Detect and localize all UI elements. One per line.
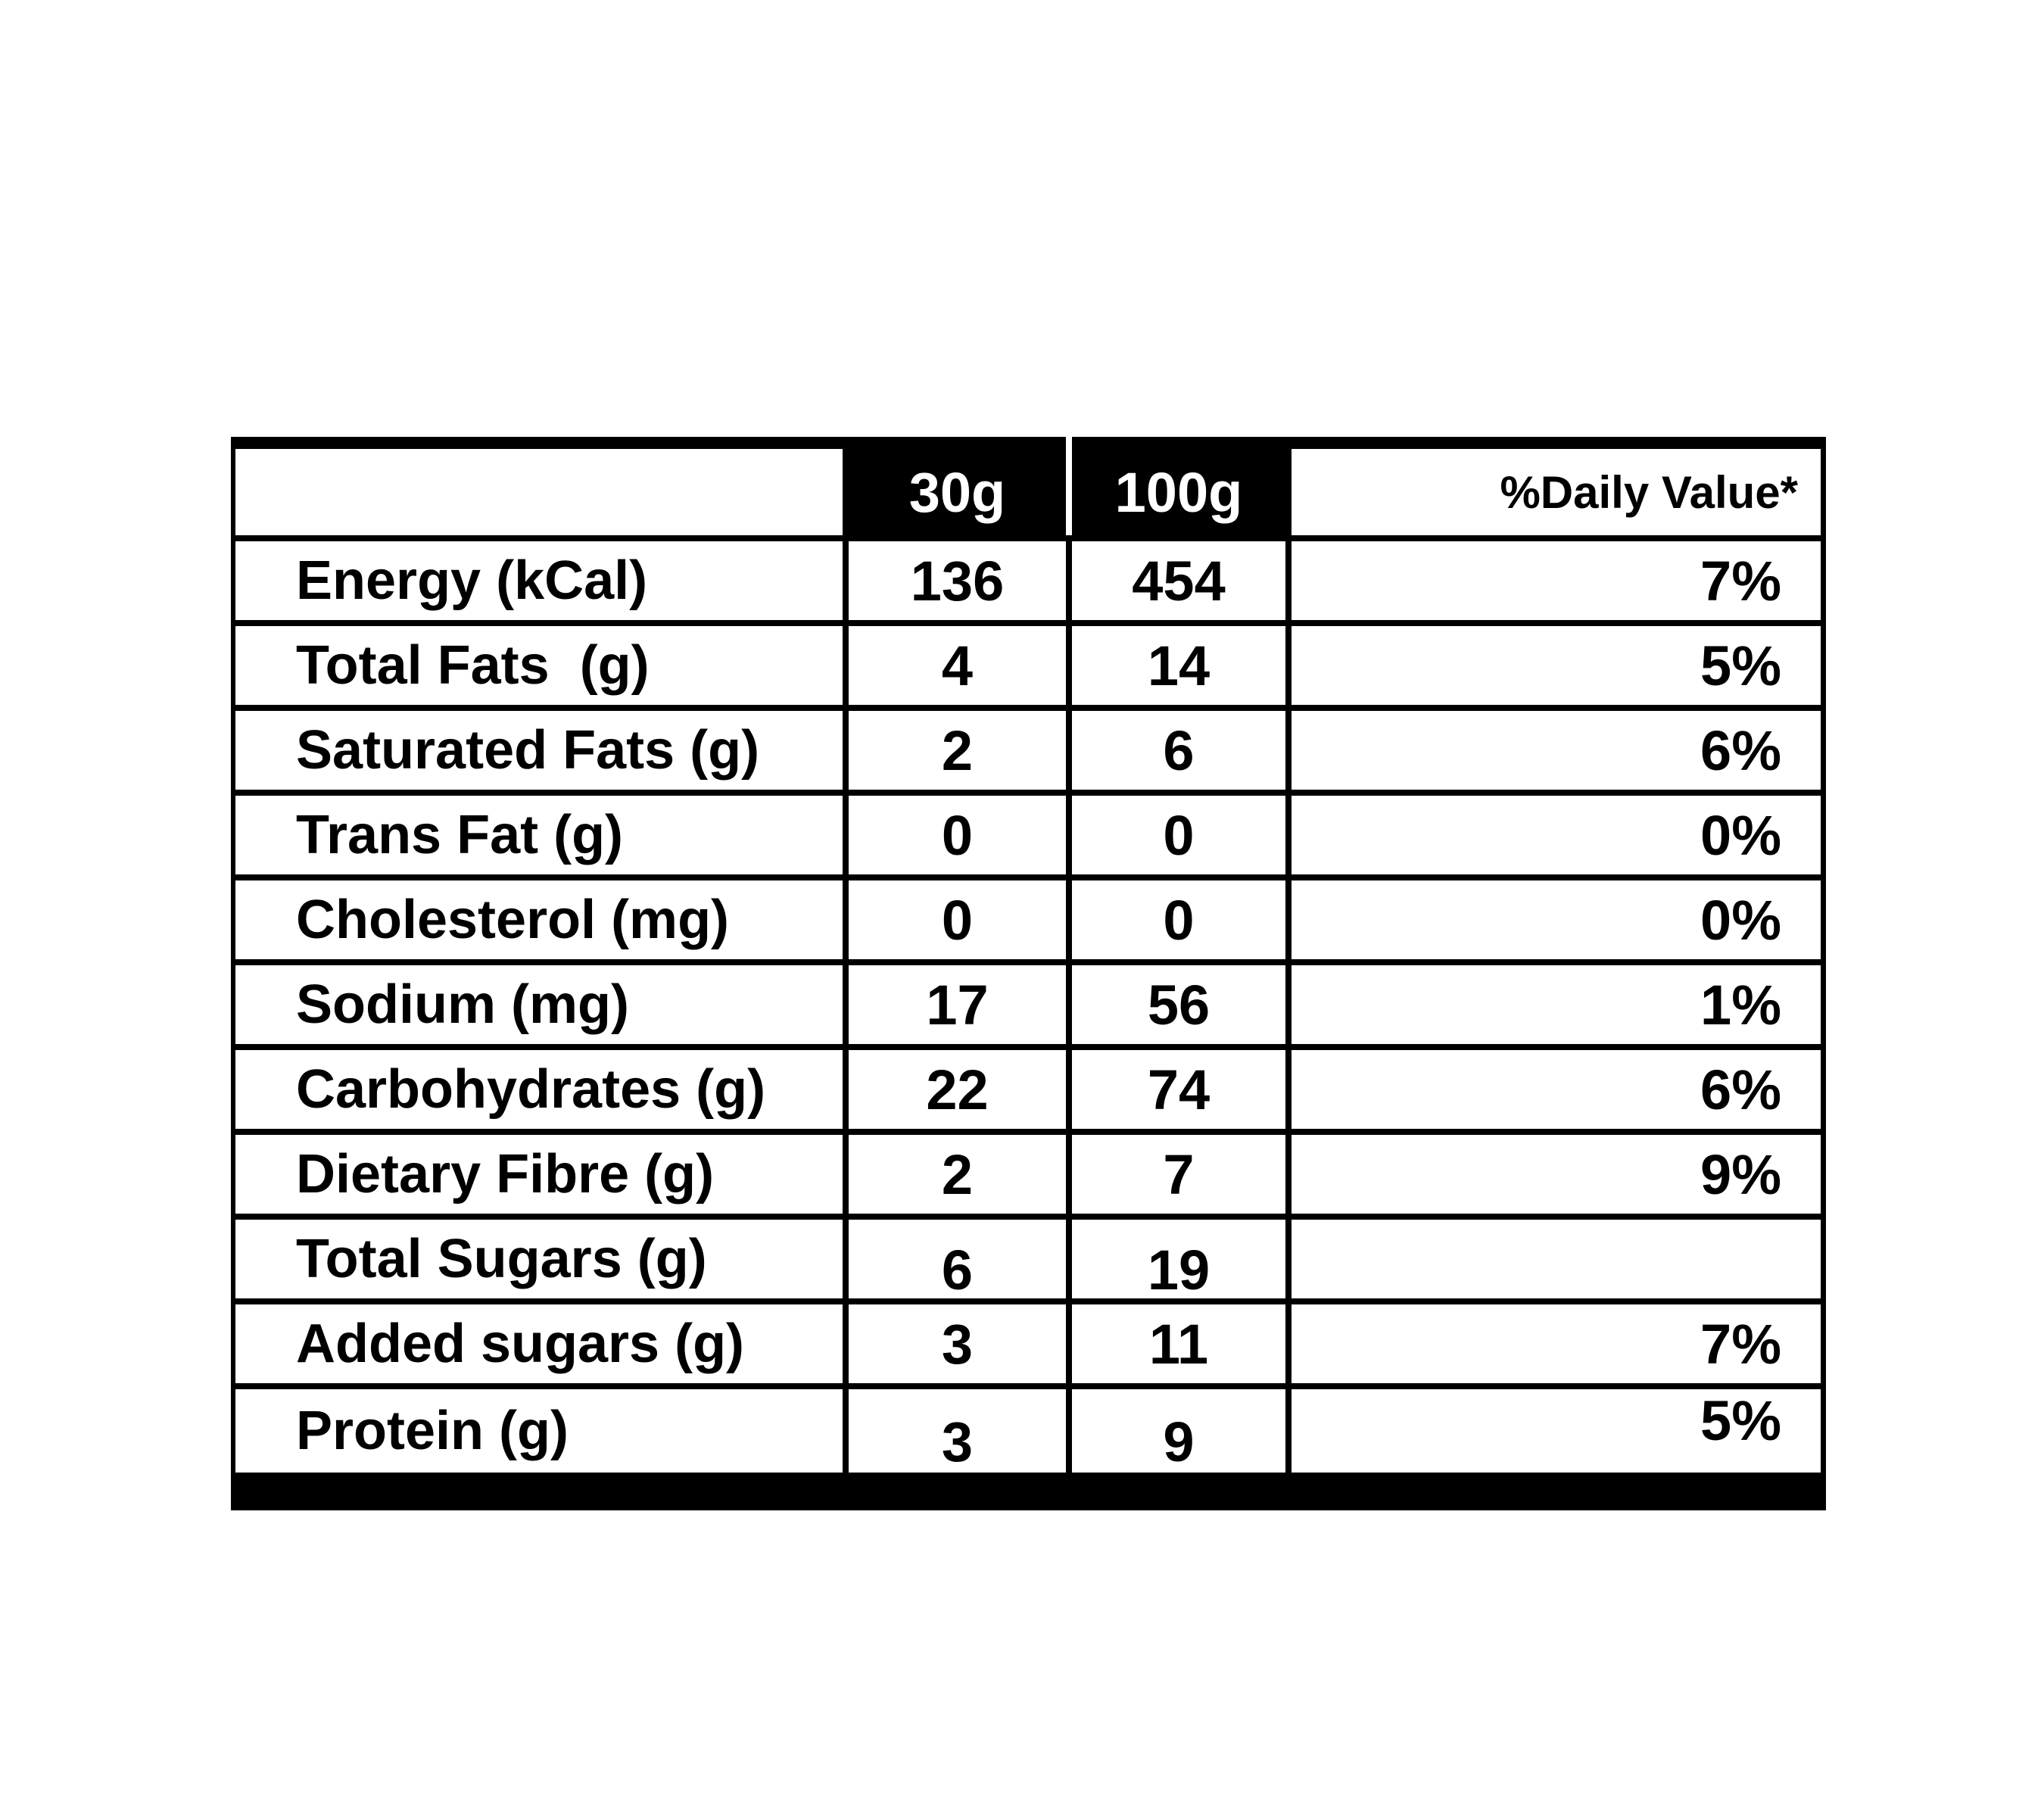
column-separator — [1066, 1389, 1072, 1473]
value-daily-percent: 9% — [1700, 1142, 1781, 1206]
table-row-carbohydrates — [235, 1050, 1821, 1135]
value-30g: 6 — [941, 1238, 974, 1301]
column-separator — [843, 880, 849, 959]
column-separator — [843, 1304, 849, 1383]
column-separator — [1066, 796, 1072, 874]
table-row-protein — [235, 1389, 1821, 1473]
column-separator — [843, 796, 849, 874]
table-row-total-fats — [235, 626, 1821, 711]
header-col-daily-value: %Daily Value* — [1292, 449, 1821, 535]
column-separator — [843, 1389, 849, 1473]
row-label: Energy (kCal) — [296, 550, 648, 611]
column-separator — [1066, 880, 1072, 959]
value-daily-percent: 0% — [1700, 888, 1781, 952]
row-label: Protein (g) — [296, 1401, 569, 1461]
value-100g: 19 — [1147, 1238, 1211, 1301]
row-label: Carbohydrates (g) — [296, 1059, 766, 1120]
column-separator — [1285, 711, 1292, 790]
column-separator — [843, 541, 849, 620]
column-separator — [1066, 1304, 1072, 1383]
row-label: Added sugars (g) — [296, 1314, 745, 1374]
column-separator — [1285, 626, 1292, 705]
value-30g: 0 — [941, 803, 974, 867]
column-separator — [1066, 626, 1072, 705]
table-row-sodium — [235, 965, 1821, 1050]
column-separator — [843, 449, 849, 535]
table-row-trans-fat — [235, 796, 1821, 880]
top-bar-segment — [235, 437, 843, 449]
column-separator — [843, 965, 849, 1044]
value-100g: 6 — [1163, 718, 1195, 782]
column-separator — [1285, 1135, 1292, 1214]
column-separator — [1285, 796, 1292, 874]
row-label: Cholesterol (mg) — [296, 890, 730, 950]
top-bar-segment — [1292, 437, 1821, 449]
column-separator — [1285, 1389, 1292, 1473]
header-white-gap — [1066, 437, 1072, 449]
table-row-total-sugars — [235, 1220, 1821, 1304]
value-daily-percent: 5% — [1700, 1388, 1781, 1452]
table-row-saturated-fats — [235, 711, 1821, 796]
value-100g: 7 — [1163, 1142, 1195, 1206]
value-100g: 11 — [1148, 1312, 1209, 1376]
table-header-row — [235, 449, 1821, 541]
value-100g: 74 — [1147, 1058, 1211, 1121]
value-daily-percent: 5% — [1700, 634, 1781, 697]
value-100g: 454 — [1132, 549, 1226, 612]
table-row-added-sugars — [235, 1304, 1821, 1389]
header-col-blank — [235, 449, 843, 535]
column-separator — [843, 1050, 849, 1129]
value-30g: 0 — [941, 888, 974, 952]
header-col-100g: 100g — [1072, 449, 1285, 535]
value-100g: 56 — [1147, 973, 1211, 1036]
table-row-cholesterol — [235, 880, 1821, 965]
value-daily-percent: 7% — [1700, 549, 1781, 612]
table-bottom-bar — [235, 1473, 1821, 1510]
value-100g: 0 — [1163, 888, 1195, 952]
column-separator — [843, 1135, 849, 1214]
column-separator — [1066, 541, 1072, 620]
column-separator — [1285, 541, 1292, 620]
column-separator — [1066, 1135, 1072, 1214]
row-label: Saturated Fats (g) — [296, 720, 760, 781]
column-separator — [1285, 965, 1292, 1044]
value-30g: 136 — [910, 549, 1005, 612]
value-100g: 0 — [1163, 803, 1195, 867]
value-100g: 9 — [1163, 1410, 1195, 1473]
column-separator — [843, 626, 849, 705]
value-daily-percent: 6% — [1700, 1058, 1781, 1121]
value-30g: 2 — [941, 1142, 974, 1206]
value-30g: 22 — [926, 1058, 989, 1121]
row-label: Sodium (mg) — [296, 974, 629, 1035]
column-separator — [843, 1220, 849, 1298]
row-label: Total Sugars (g) — [296, 1229, 707, 1289]
column-separator — [843, 711, 849, 790]
column-separator — [843, 437, 849, 449]
column-separator — [1285, 449, 1292, 535]
header-col-30g: 30g — [849, 449, 1066, 535]
value-daily-percent: 0% — [1700, 803, 1781, 867]
column-separator — [1066, 1220, 1072, 1298]
value-daily-percent: 7% — [1700, 1312, 1781, 1376]
nutrition-table — [231, 437, 1826, 1510]
value-daily-percent: 6% — [1700, 718, 1781, 782]
column-separator — [1285, 437, 1292, 449]
column-separator — [1066, 1050, 1072, 1129]
column-separator — [1285, 1220, 1292, 1298]
value-daily-percent — [1292, 1220, 1821, 1298]
header-white-gap — [1066, 449, 1072, 535]
column-separator — [1066, 711, 1072, 790]
column-separator — [1285, 880, 1292, 959]
table-row-energy — [235, 541, 1821, 626]
table-top-bar — [235, 437, 1821, 449]
top-bar-segment — [849, 437, 1066, 449]
column-separator — [1285, 1304, 1292, 1383]
row-label: Total Fats (g) — [296, 635, 650, 696]
value-30g: 17 — [926, 973, 989, 1036]
table-row-dietary-fibre — [235, 1135, 1821, 1220]
value-30g: 2 — [941, 718, 974, 782]
row-label: Dietary Fibre (g) — [296, 1144, 715, 1205]
value-daily-percent: 1% — [1700, 973, 1781, 1036]
value-30g: 4 — [941, 634, 974, 697]
column-separator — [1285, 1050, 1292, 1129]
column-separator — [1066, 965, 1072, 1044]
top-bar-segment — [1072, 437, 1285, 449]
row-label: Trans Fat (g) — [296, 805, 624, 865]
value-100g: 14 — [1147, 634, 1211, 697]
value-30g: 3 — [941, 1312, 974, 1376]
value-30g: 3 — [941, 1410, 974, 1473]
